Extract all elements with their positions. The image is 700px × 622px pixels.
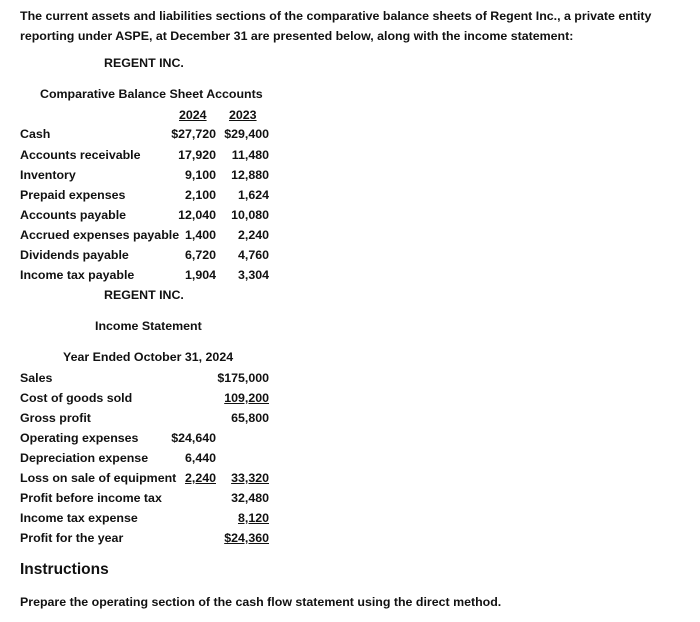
is-title: Income Statement xyxy=(95,319,202,333)
is-label: Cost of goods sold xyxy=(20,391,133,405)
is-right-value: 32,480 xyxy=(231,491,269,505)
bs-label: Income tax payable xyxy=(20,268,135,282)
bs-value-2023: 2,240 xyxy=(237,228,269,242)
bs-label: Prepaid expenses xyxy=(20,188,126,202)
bs-col-2023: 2023 xyxy=(229,108,257,122)
instructions-heading: Instructions xyxy=(20,561,109,578)
is-label: Income tax expense xyxy=(20,511,138,525)
bs-value-2024: 12,040 xyxy=(178,208,216,222)
bs-value-2024: 9,100 xyxy=(184,168,216,182)
bs-label: Cash xyxy=(20,127,51,141)
is-right-value: $24,360 xyxy=(224,531,269,545)
is-right-value: 65,800 xyxy=(231,411,269,425)
is-label: Loss on sale of equipment xyxy=(20,471,177,485)
bs-value-2024: 6,720 xyxy=(184,248,216,262)
is-label: Gross profit xyxy=(20,411,91,425)
is-label: Profit for the year xyxy=(20,531,124,545)
bs-label: Accounts receivable xyxy=(20,148,141,162)
bs-value-2024: 2,100 xyxy=(184,188,216,202)
bs-value-2023: 3,304 xyxy=(237,268,269,282)
bs-value-2023: 1,624 xyxy=(237,188,269,202)
is-right-value: 8,120 xyxy=(237,511,269,525)
bs-label: Accounts payable xyxy=(20,208,127,222)
is-label: Sales xyxy=(20,371,53,385)
bs-value-2024: 17,920 xyxy=(178,148,216,162)
is-period: Year Ended October 31, 2024 xyxy=(63,350,234,364)
is-mid-value: 2,240 xyxy=(184,471,216,485)
bs-value-2024: $27,720 xyxy=(171,127,216,141)
bs-value-2023: 10,080 xyxy=(231,208,269,222)
is-right-value: $175,000 xyxy=(217,371,269,385)
bs-value-2024: 1,904 xyxy=(184,268,216,282)
is-mid-value: 6,440 xyxy=(184,451,216,465)
bs-label: Inventory xyxy=(20,168,76,182)
intro-paragraph: The current assets and liabilities sections of the comparative balance sheets of Regent Inc., a private entity reporting under ASPE, at December 31 are presented below, along with the income statement: xyxy=(20,9,652,43)
is-label: Profit before income tax xyxy=(20,491,162,505)
is-mid-value: $24,640 xyxy=(171,431,216,445)
bs-value-2023: 4,760 xyxy=(237,248,269,262)
instructions-text: Prepare the operating section of the cash flow statement using the direct method. xyxy=(20,595,502,609)
bs-col-2024: 2024 xyxy=(179,108,207,122)
is-label: Operating expenses xyxy=(20,431,139,445)
is-right-value: 33,320 xyxy=(231,471,269,485)
bs-value-2023: $29,400 xyxy=(224,127,269,141)
bs-value-2024: 1,400 xyxy=(184,228,216,242)
bs-title: Comparative Balance Sheet Accounts xyxy=(40,87,263,101)
bs-value-2023: 11,480 xyxy=(231,148,269,162)
bs-company-name: REGENT INC. xyxy=(104,56,184,70)
is-label: Depreciation expense xyxy=(20,451,149,465)
bs-value-2023: 12,880 xyxy=(231,168,269,182)
is-company-name: REGENT INC. xyxy=(104,288,184,302)
bs-label: Dividends payable xyxy=(20,248,129,262)
is-right-value: 109,200 xyxy=(224,391,269,405)
bs-label: Accrued expenses payable xyxy=(20,228,180,242)
